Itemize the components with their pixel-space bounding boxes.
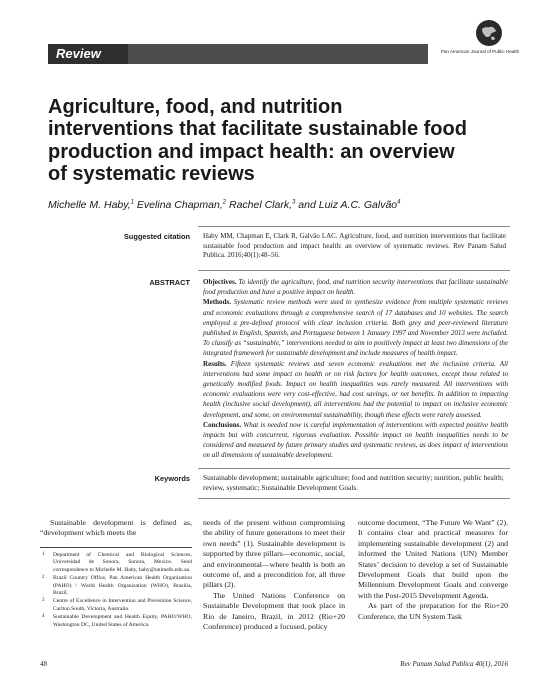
globe-icon: [476, 20, 502, 46]
author-affiliation-marker: 2: [222, 199, 227, 206]
body-paragraph: As part of the preparation for the Rio+20 Conference, the UN System Task: [358, 601, 508, 621]
author-name: Michelle M. Haby,: [48, 199, 131, 211]
body-paragraph: needs of the present without compromising the ability of future generations to meet their own needs” (1). Sustainable development is supported by three pillars—economic, social, and environmental—where health is both an outcome of, and a precondition for, all three pillars (2).: [203, 518, 345, 590]
author-affiliation-marker: 1: [130, 199, 135, 206]
body-column-3: [358, 518, 508, 622]
author-affiliation-marker: 3: [292, 199, 296, 206]
author-name: Rachel Clark,: [226, 199, 293, 211]
abstract-text: Systematic review methods were used to synthesize evidence from multiple systematic reviews and economic evaluations through a comprehensive search of 17 databases and 10 websites. The search employed a pre-defined protocol with clear inclusion criteria. Both grey and peer-reviewed literature published in English, Spanish, and Portuguese between 1 January 1997 and November 2013 were included. To classify as “sustainable,” interventions needed to aim to positively impact at least two dimensions of the integrated framework for sustainable development and include measures of health impact.: [203, 298, 508, 358]
footnote-number: 4: [42, 614, 45, 620]
abstract-text: To identify the agriculture, food, and nutrition security interventions that facilitate sustainable food production and have a positive impact on health.: [203, 278, 508, 297]
journal-globe-logo-icon: [476, 20, 502, 46]
footnote: [40, 575, 192, 597]
body-paragraph: Sustainable development is defined as, “development which meets the: [40, 518, 192, 538]
abstract-text: Fifteen systematic reviews and seven economic evaluations met the inclusion criteria. All interventions had some impact on health or on risk factors for health outcomes, except those related to genetically modified foods. Impact on health inequalities was rarely measured. All interventions with economic evaluations were very cost-effective, had cost savings, or net benefits. In addition to impacting health (inclusive social development), all interventions had the potential to impact on inclusive economic development, and some, on environmental sustainability, though these effects were rarely assessed.: [203, 359, 508, 419]
journal-logo-text: Pan American Journal of Public Health: [440, 49, 520, 54]
body-column-2: [203, 518, 345, 632]
footnote: [40, 552, 192, 574]
keywords-text: Sustainable development; sustainable agriculture; food and nutrition security; nutrition, public health; review, systematic; Sustainable Development Goals.: [203, 473, 504, 493]
footnote-text: Sustainable Development and Health Equity, PAHO/WHO, Washington DC, United States of America.: [53, 614, 192, 628]
abstract-conclusions: [203, 420, 508, 461]
page-number: 48: [40, 660, 47, 668]
abstract-label: ABSTRACT: [149, 278, 190, 287]
footnote-text: Centre of Excellence in Intervention and Prevention Science, Carlton South, Victoria, Australia.: [53, 598, 192, 612]
abstract-heading: Methods.: [203, 298, 231, 307]
section-label: Review: [48, 44, 128, 64]
divider: [198, 226, 510, 227]
body-column-1: [40, 518, 192, 539]
footnote-number: 1: [42, 552, 45, 557]
footnote: [40, 598, 192, 613]
author-name: Evelina Chapman,: [134, 199, 223, 211]
abstract-methods: [203, 297, 508, 358]
divider: [198, 468, 510, 469]
body-paragraph: outcome document, “The Future We Want” (2). It contains clear and practical measures for implementing sustainable development (2) and informed the United Nations (UN) Member States’ decision to develop a set of Sustainable Development Goals that build upon the Millennium Development Goals and converge with the Post-2015 Development Agenda.: [358, 518, 508, 600]
affiliation-footnotes: [40, 552, 192, 630]
keywords-label: Keywords: [154, 474, 190, 483]
divider: [198, 498, 510, 499]
footnote-number: 2: [42, 575, 45, 581]
footnote: [40, 614, 192, 629]
abstract-heading: Conclusions.: [203, 420, 242, 429]
abstract-results: [203, 359, 508, 420]
suggested-citation-text: Haby MM, Chapman E, Clark R, Galvão LAC. Agriculture, food, and nutrition interventions that facilitate sustainable food production and impact health: an overview of systematic reviews. Rev Panam Salud Publica. 2016;40(1):48–56.: [203, 232, 506, 259]
footnote-text: Brazil Country Office, Pan American Health Organization (PAHO) / World Health Organization (WHO), Brasilia, Brazil.: [53, 575, 192, 597]
footnote-text: Department of Chemical and Biological Sciences, Universidad de Sonora, Sonora, Mexico. Send correspondence to Michelle M. Haby, haby@unimelb.edu.au: [53, 552, 192, 573]
article-title: Agriculture, food, and nutrition interventions that facilitate sustainable food production and impact health: an overview of systematic reviews: [48, 96, 467, 186]
footnote-divider: [40, 547, 192, 548]
body-paragraph: The United Nations Conference on Sustainable Development that took place in Rio de Janeiro, Brazil, in 2012 (Rio+20 Conference) produced a focused, policy: [203, 590, 345, 632]
footnote-number: 3: [42, 598, 45, 604]
author-affiliation-marker: 4: [397, 199, 401, 206]
journal-citation-footer: Rev Panam Salud Publica 40(1), 2016: [400, 660, 508, 668]
abstract-heading: Results.: [203, 359, 227, 368]
abstract-body: [203, 277, 508, 461]
divider: [198, 270, 510, 271]
abstract-heading: Objectives.: [203, 278, 237, 286]
author-name: and Luiz A.C. Galvão: [295, 199, 398, 211]
author-list: [48, 199, 488, 211]
suggested-citation-label: Suggested citation: [123, 232, 190, 241]
abstract-objectives: [203, 277, 508, 297]
abstract-text: What is needed now is careful implementation of interventions with expected positive health impacts but with concurrent, rigorous evaluation. Possible impact on health inequalities needs to be considered and measured by future primary studies and systematic reviews, as does impact of interventions on all dimensions of sustainable development.: [203, 420, 508, 460]
